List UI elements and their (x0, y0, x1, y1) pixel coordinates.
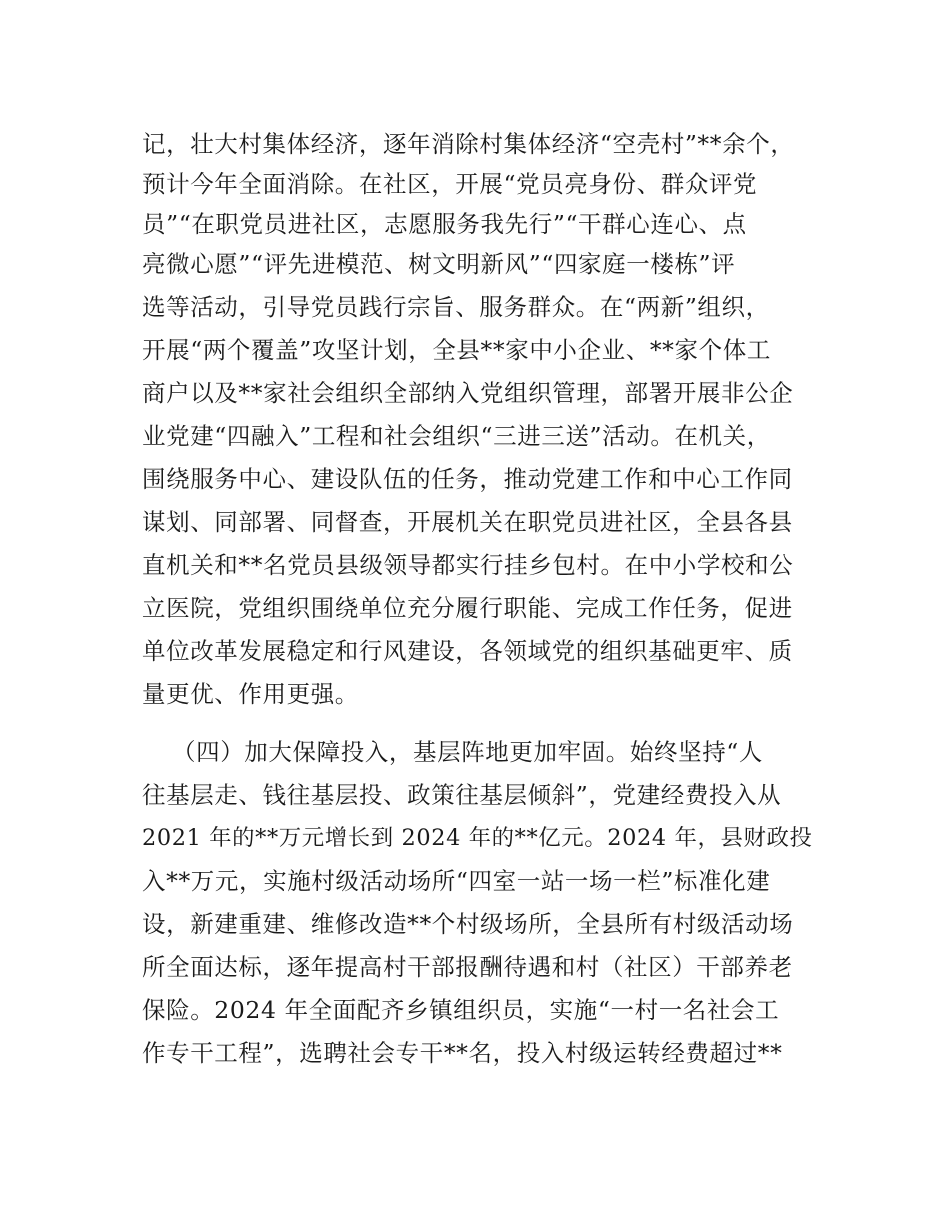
text-line: 围绕服务中心、建设队伍的任务，推动党建工作和中心工作同 (142, 465, 793, 493)
text-line: 员”“在职党员进社区，志愿服务我先行”“干群心连心、点 (142, 210, 747, 238)
text-line: 商户以及**家社会组织全部纳入党组织管理，部署开展非公企 (142, 379, 794, 407)
text-line: 亮微心愿”“评先进模范、树文明新风”“四家庭一楼栋”评 (142, 250, 736, 278)
text-line: 量更优、作用更强。 (142, 680, 359, 708)
text-line: 记，壮大村集体经济，逐年消除村集体经济“空壳村”**余个， (142, 130, 795, 158)
text-line: 保险。2024 年全面配齐乡镇组织员，实施“一村一名社会工 (142, 996, 780, 1024)
text-line: 所全面达标，逐年提高村干部报酬待遇和村（社区）干部养老 (142, 953, 793, 981)
text-line: 直机关和**名党员县级领导都实行挂乡包村。在中小学校和公 (142, 551, 794, 579)
text-line: 设，新建重建、维修改造**个村级场所，全县所有村级活动场 (142, 910, 794, 938)
text-line: 业党建“四融入”工程和社会组织“三进三送”活动。在机关， (142, 422, 771, 450)
text-line: 选等活动，引导党员践行宗旨、服务群众。在“两新”组织， (142, 293, 770, 321)
paragraph-heading-line: （四）加大保障投入，基层阵地更加牢固。始终坚持“人 (172, 738, 764, 766)
text-line: 单位改革发展稳定和行风建设，各领域党的组织基础更牢、质 (142, 637, 793, 665)
text-line: 立医院，党组织围绕单位充分履行职能、完成工作任务，促进 (142, 594, 793, 622)
text-line: 入**万元，实施村级活动场所“四室一站一场一栏”标准化建 (142, 867, 771, 895)
text-line: 谋划、同部署、同督查，开展机关在职党员进社区，全县各县 (142, 508, 793, 536)
text-line: 往基层走、钱往基层投、政策往基层倾斜”，党建经费投入从 (142, 781, 782, 809)
text-line: 2021 年的**万元增长到 2024 年的**亿元。2024 年，县财政投 (142, 825, 813, 851)
text-line: 开展“两个覆盖”攻坚计划，全县**家中小企业、**家个体工 (142, 336, 771, 364)
text-line: 预计今年全面消除。在社区，开展“党员亮身份、群众评党 (142, 170, 758, 198)
text-line: 作专干工程”，选聘社会专干**名，投入村级运转经费超过** (142, 1039, 783, 1067)
